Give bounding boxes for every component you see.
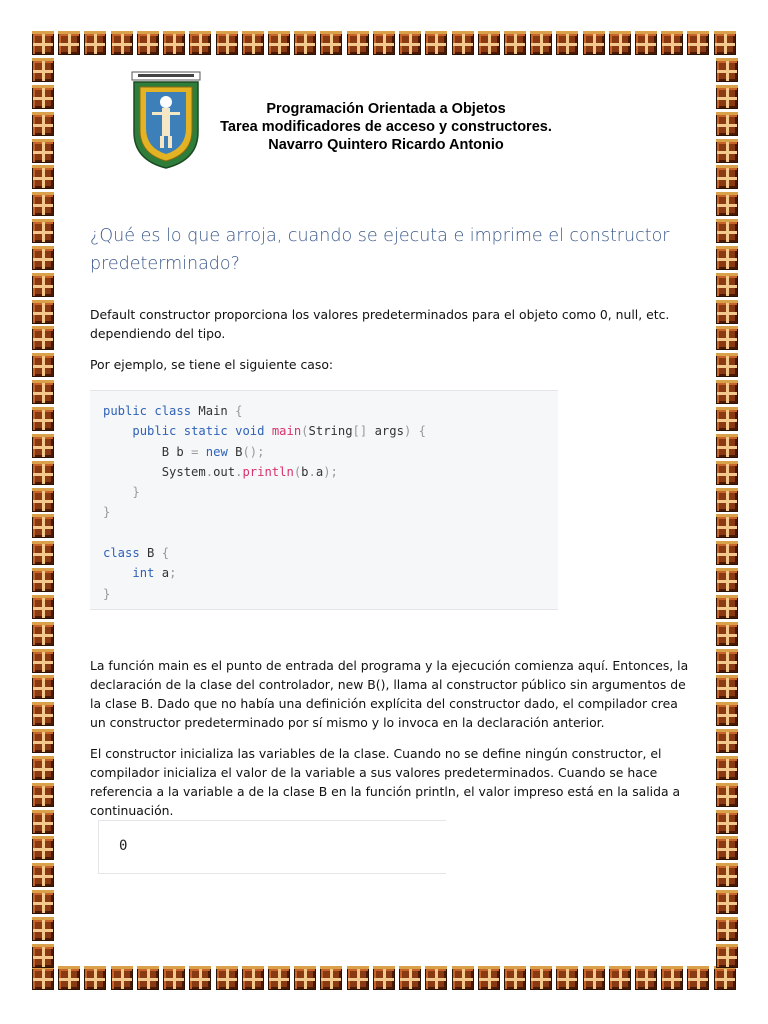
border-box-icon [687, 968, 709, 990]
border-box-icon [452, 968, 474, 990]
border-box-icon [716, 597, 738, 619]
border-box-icon [399, 33, 421, 55]
border-box-icon [716, 838, 738, 860]
paragraph-default-constructor: Default constructor proporciona los valores predeterminados para el objeto como 0, null, etc. dependiendo del tipo. [90, 307, 670, 341]
output-block [98, 820, 446, 874]
border-box-icon [556, 968, 578, 990]
border-box-icon [478, 968, 500, 990]
border-box-icon [716, 463, 738, 485]
border-box-icon [32, 409, 54, 431]
border-box-icon [58, 968, 80, 990]
border-box-icon [399, 968, 421, 990]
border-box-icon [32, 490, 54, 512]
border-box-icon [716, 516, 738, 538]
border-box-icon [716, 141, 738, 163]
border-box-icon [32, 141, 54, 163]
border-box-icon [32, 516, 54, 538]
border-box-icon [716, 946, 738, 968]
border-box-icon [716, 865, 738, 887]
border-box-icon [714, 33, 736, 55]
border-box-icon [32, 114, 54, 136]
border-box-icon [137, 33, 159, 55]
border-box-icon [716, 436, 738, 458]
border-box-icon [32, 758, 54, 780]
border-box-icon [716, 490, 738, 512]
border-box-icon [347, 968, 369, 990]
border-box-icon [716, 892, 738, 914]
border-box-icon [32, 919, 54, 941]
border-box-icon [268, 968, 290, 990]
author-name: Navarro Quintero Ricardo Antonio [268, 137, 504, 153]
border-box-icon [294, 33, 316, 55]
border-box-icon [716, 651, 738, 673]
border-box-icon [32, 463, 54, 485]
border-box-icon [32, 328, 54, 350]
border-box-icon [716, 328, 738, 350]
question-heading: ¿Qué es lo que arroja, cuando se ejecuta e imprime el constructor predeterminado? [90, 226, 670, 274]
border-box-icon [583, 968, 605, 990]
border-box-icon [32, 543, 54, 565]
border-box-icon [452, 33, 474, 55]
border-box-icon [687, 33, 709, 55]
border-box-icon [84, 33, 106, 55]
paragraph-example-intro: Por ejemplo, se tiene el siguiente caso: [90, 357, 334, 372]
border-box-icon [32, 436, 54, 458]
header-title-block [206, 100, 566, 154]
border-box-icon [32, 651, 54, 673]
border-box-icon [556, 33, 578, 55]
border-box-icon [716, 114, 738, 136]
border-box-icon [530, 33, 552, 55]
border-box-icon [137, 968, 159, 990]
border-box-icon [716, 355, 738, 377]
border-box-icon [32, 677, 54, 699]
border-box-icon [320, 968, 342, 990]
border-box-icon [32, 248, 54, 270]
border-box-icon [32, 597, 54, 619]
border-box-icon [635, 33, 657, 55]
border-box-icon [716, 382, 738, 404]
border-box-icon [32, 946, 54, 968]
border-right [716, 60, 742, 968]
border-box-icon [32, 221, 54, 243]
border-box-icon [716, 919, 738, 941]
border-box-icon [32, 731, 54, 753]
border-left [32, 60, 58, 968]
border-box-icon [216, 33, 238, 55]
border-box-icon [716, 731, 738, 753]
border-box-icon [609, 33, 631, 55]
border-box-icon [583, 33, 605, 55]
border-box-icon [32, 570, 54, 592]
border-box-icon [716, 624, 738, 646]
border-box-icon [32, 33, 54, 55]
border-box-icon [425, 33, 447, 55]
border-box-icon [716, 570, 738, 592]
border-box-icon [32, 624, 54, 646]
border-box-icon [84, 968, 106, 990]
border-box-icon [714, 968, 736, 990]
border-box-icon [32, 812, 54, 834]
border-box-icon [425, 968, 447, 990]
border-box-icon [609, 968, 631, 990]
border-box-icon [716, 194, 738, 216]
border-box-icon [32, 194, 54, 216]
border-box-icon [478, 33, 500, 55]
border-box-icon [163, 33, 185, 55]
border-box-icon [504, 968, 526, 990]
border-box-icon [716, 409, 738, 431]
border-box-icon [716, 248, 738, 270]
border-bottom [32, 968, 736, 994]
border-box-icon [716, 87, 738, 109]
border-box-icon [716, 758, 738, 780]
paragraph-initialization: El constructor inicializa las variables de la clase. Cuando no se define ningún constructor, el compilador inicializa el valor de la variable a sus valores predeterminados. Cuando se hace referencia a la variable a de la clase B en la función println, el valor impreso está en la salida a continuación. [90, 746, 681, 818]
border-box-icon [530, 968, 552, 990]
border-box-icon [32, 302, 54, 324]
border-box-icon [189, 968, 211, 990]
border-box-icon [32, 704, 54, 726]
border-box-icon [347, 33, 369, 55]
border-box-icon [294, 968, 316, 990]
border-box-icon [716, 167, 738, 189]
border-box-icon [189, 33, 211, 55]
border-box-icon [32, 275, 54, 297]
border-box-icon [635, 968, 657, 990]
border-box-icon [32, 892, 54, 914]
border-box-icon [373, 968, 395, 990]
border-box-icon [504, 33, 526, 55]
border-box-icon [111, 968, 133, 990]
course-title: Programación Orientada a Objetos [266, 101, 506, 117]
border-box-icon [32, 968, 54, 990]
border-box-icon [716, 60, 738, 82]
border-box-icon [32, 167, 54, 189]
university-crest-icon [130, 70, 202, 170]
assignment-title: Tarea modificadores de acceso y constructores. [220, 119, 552, 135]
border-box-icon [32, 785, 54, 807]
border-box-icon [32, 838, 54, 860]
border-box-icon [111, 33, 133, 55]
border-box-icon [216, 968, 238, 990]
border-box-icon [716, 677, 738, 699]
border-box-icon [661, 33, 683, 55]
border-box-icon [58, 33, 80, 55]
border-box-icon [716, 543, 738, 565]
border-box-icon [716, 785, 738, 807]
code-listing: public class Main { public static void main(String[] args) { B b = new B(); System.out.println(b.a); } } class B { int a; } [103, 404, 426, 601]
document-header [130, 70, 690, 180]
border-top [32, 33, 736, 59]
border-box-icon [661, 968, 683, 990]
border-box-icon [32, 865, 54, 887]
border-box-icon [716, 221, 738, 243]
border-box-icon [32, 355, 54, 377]
output-value: 0 [119, 838, 128, 854]
border-box-icon [716, 704, 738, 726]
code-block [90, 390, 558, 610]
border-box-icon [32, 382, 54, 404]
border-box-icon [242, 968, 264, 990]
border-box-icon [268, 33, 290, 55]
border-box-icon [32, 60, 54, 82]
border-box-icon [163, 968, 185, 990]
border-box-icon [320, 33, 342, 55]
border-box-icon [716, 302, 738, 324]
border-box-icon [373, 33, 395, 55]
border-box-icon [716, 275, 738, 297]
paragraph-main-explanation: La función main es el punto de entrada del programa y la ejecución comienza aquí. Entonces, la declaración de la clase del controlador, new B(), llama al constructor público sin argumentos de la clase B. Dado que no había una definición explícita del constructor dado, el compilador crea un constructor predeterminado por sí mismo y lo invoca en la declaración anterior. [90, 658, 689, 730]
border-box-icon [32, 87, 54, 109]
border-box-icon [242, 33, 264, 55]
border-box-icon [716, 812, 738, 834]
